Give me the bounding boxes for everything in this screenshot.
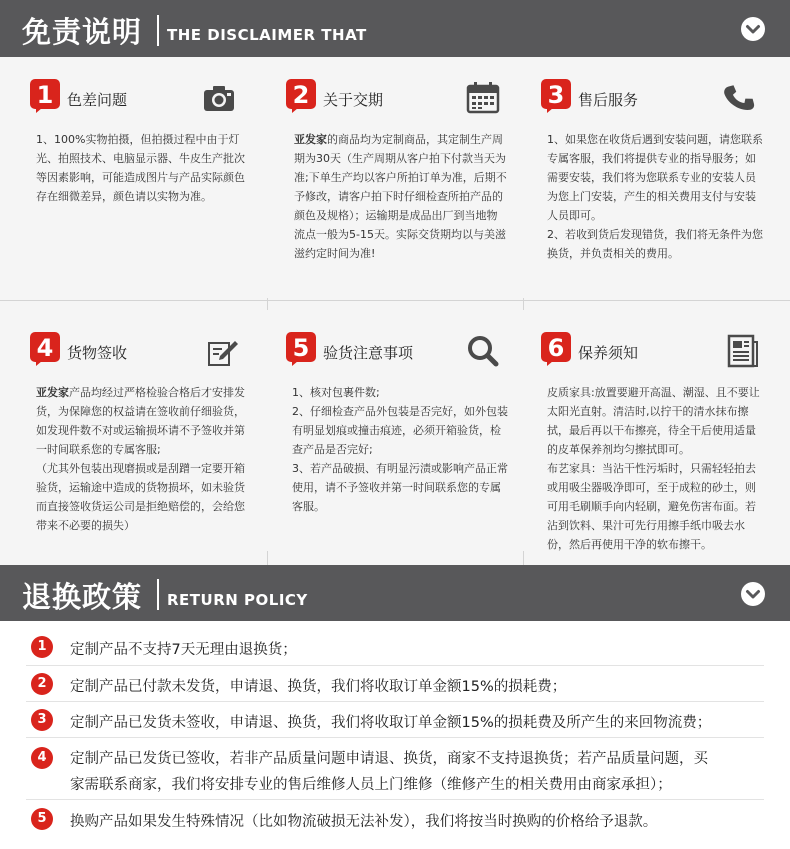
number-badge-3 xyxy=(541,79,571,113)
list-number: 5 xyxy=(31,808,53,830)
header-separator xyxy=(157,579,159,610)
chevron-down-icon[interactable] xyxy=(741,17,765,41)
list-text: 定制产品已付款未发货，申请退、换货，我们将收取订单金额15%的损耗费； xyxy=(70,679,567,695)
card-body: 1、如果您在收货后遇到安装问题，请您联系专属客服，我们将提供专业的指导服务；如需要安装，我们将为您联系专业的安装人员为您上门安装，产生的相关费用支付与安装人员即可。 2、若收到货后发现错货，我们将无条件为您换货，并负责相关的费用。 xyxy=(547,133,763,260)
number-badge-5 xyxy=(286,332,316,366)
pen-icon xyxy=(206,334,240,368)
svg-text:4: 4 xyxy=(36,334,54,362)
number-badge-4 xyxy=(30,332,60,366)
list-text: 家需联系商家，我们将安排专业的售后维修人员上门维修（维修产生的相关费用由商家承担）； xyxy=(70,777,672,793)
return-policy-header xyxy=(0,565,790,621)
list-text: 定制产品不支持7天无理由退换货； xyxy=(70,642,297,658)
card-title: 关于交期 xyxy=(323,91,384,109)
disclaimer-subtitle: THE DISCLAIMER THAT xyxy=(167,26,367,44)
disclaimer-grid xyxy=(0,57,790,565)
list-number: 1 xyxy=(31,636,53,658)
list-text: 换购产品如果发生特殊情况（比如物流破损无法补发），我们将按当时换购的价格给予退款。 xyxy=(70,814,658,830)
card-title: 色差问题 xyxy=(67,91,128,109)
list-number: 3 xyxy=(31,709,53,731)
grid-divider xyxy=(0,300,790,301)
list-number: 4 xyxy=(31,747,53,769)
document-icon xyxy=(725,334,759,368)
card-after-sales xyxy=(533,57,790,298)
list-divider xyxy=(26,665,764,666)
brand-name: 亚发家 xyxy=(294,133,327,146)
card-body: 亚发家产品均经过严格检验合格后才安排发货，为保障您的权益请在签收前仔细验货，如发现件数不对或运输损坏请不予签收并第一时间联系您的专属客服; （尤其外包装出现磨损或是刮蹭一定要开箱验货，运输途中造成的货物损坏，如未验货而直接签收货运公司是拒绝赔偿的，会给您带来不必要的损失） xyxy=(36,386,245,532)
card-maintenance xyxy=(533,310,790,551)
card-receipt-signing xyxy=(22,310,284,551)
list-item xyxy=(0,803,790,837)
card-color-difference xyxy=(22,57,284,298)
card-inspection-notes xyxy=(278,310,540,551)
list-text: 定制产品已发货未签收，申请退、换货，我们将收取订单金额15%的损耗费及所产生的来回物流费； xyxy=(70,715,712,731)
search-icon xyxy=(466,334,500,368)
return-policy-list xyxy=(0,621,790,849)
number-badge-6 xyxy=(541,332,571,366)
card-body: 1、100%实物拍摄，但拍摄过程中由于灯光、拍照技术、电脑显示器、牛皮生产批次等因素影响，可能造成图片与产品实际颜色存在细微差异，颜色请以实物为准。 xyxy=(36,133,245,203)
return-policy-subtitle: RETURN POLICY xyxy=(167,591,308,609)
card-title: 验货注意事项 xyxy=(323,344,414,362)
card-body: 1、核对包裹件数; 2、仔细检查产品外包装是否完好，如外包装有明显划痕或撞击痕迹，必须开箱验货，检查产品是否完好; 3、若产品破损、有明显污渍或影响产品正常使用，请不予签收并第一时间联系您的专属客服。 xyxy=(292,386,508,513)
card-title: 售后服务 xyxy=(578,91,639,109)
brand-name: 亚发家 xyxy=(36,386,69,399)
card-delivery-time xyxy=(278,57,540,298)
list-item xyxy=(0,667,790,701)
card-title: 保养须知 xyxy=(578,344,639,362)
list-item xyxy=(0,703,790,737)
disclaimer-header xyxy=(0,0,790,57)
calendar-icon xyxy=(466,81,500,115)
phone-icon xyxy=(723,81,757,115)
svg-text:5: 5 xyxy=(292,334,310,362)
list-text: 定制产品已发货已签收，若非产品质量问题申请退、换货，商家不支持退换货；若产品质量问题，买 xyxy=(70,751,708,767)
list-divider xyxy=(26,701,764,702)
card-body: 皮质家具:放置要避开高温、潮湿、且不要让太阳光直射。清洁时,以拧干的清水抹布擦拭，最后再以干布擦亮，待全干后使用适量的皮革保养剂均匀擦拭即可。 布艺家具：当沾干性污垢时，只需轻轻拍去或用吸尘器吸净即可，至于成粒的砂土，则可用毛刷顺手向内轻刷，避免伤害布面。若沾到饮料、果汁可先行用擦手纸巾吸去水份，然后再使用干净的软布擦干。 xyxy=(547,386,760,551)
list-divider xyxy=(26,799,764,800)
svg-text:6: 6 xyxy=(547,334,565,362)
return-policy-title: 退换政策 xyxy=(22,580,143,614)
number-badge-2 xyxy=(286,79,316,113)
chevron-down-icon[interactable] xyxy=(741,582,765,606)
header-separator xyxy=(157,15,159,46)
svg-text:1: 1 xyxy=(36,81,54,109)
svg-text:2: 2 xyxy=(292,81,310,109)
disclaimer-title: 免责说明 xyxy=(22,15,143,49)
camera-icon xyxy=(202,81,236,115)
list-number: 2 xyxy=(31,673,53,695)
card-title: 货物签收 xyxy=(67,344,128,362)
number-badge-1 xyxy=(30,79,60,113)
svg-text:3: 3 xyxy=(547,81,565,109)
list-item xyxy=(0,741,790,797)
card-body: 亚发家的商品均为定制商品，其定制生产周期为30天（生产周期从客户拍下付款当天为准;下单生产均以客户所拍订单为准，后期不予修改，请客户拍下时仔细检查所拍产品的颜色及规格）；运输期是成品出厂到当地物流点一般为5-15天。实际交货期均以与美滋滋约定时间为准! xyxy=(294,133,507,260)
list-item xyxy=(0,631,790,665)
list-divider xyxy=(26,737,764,738)
